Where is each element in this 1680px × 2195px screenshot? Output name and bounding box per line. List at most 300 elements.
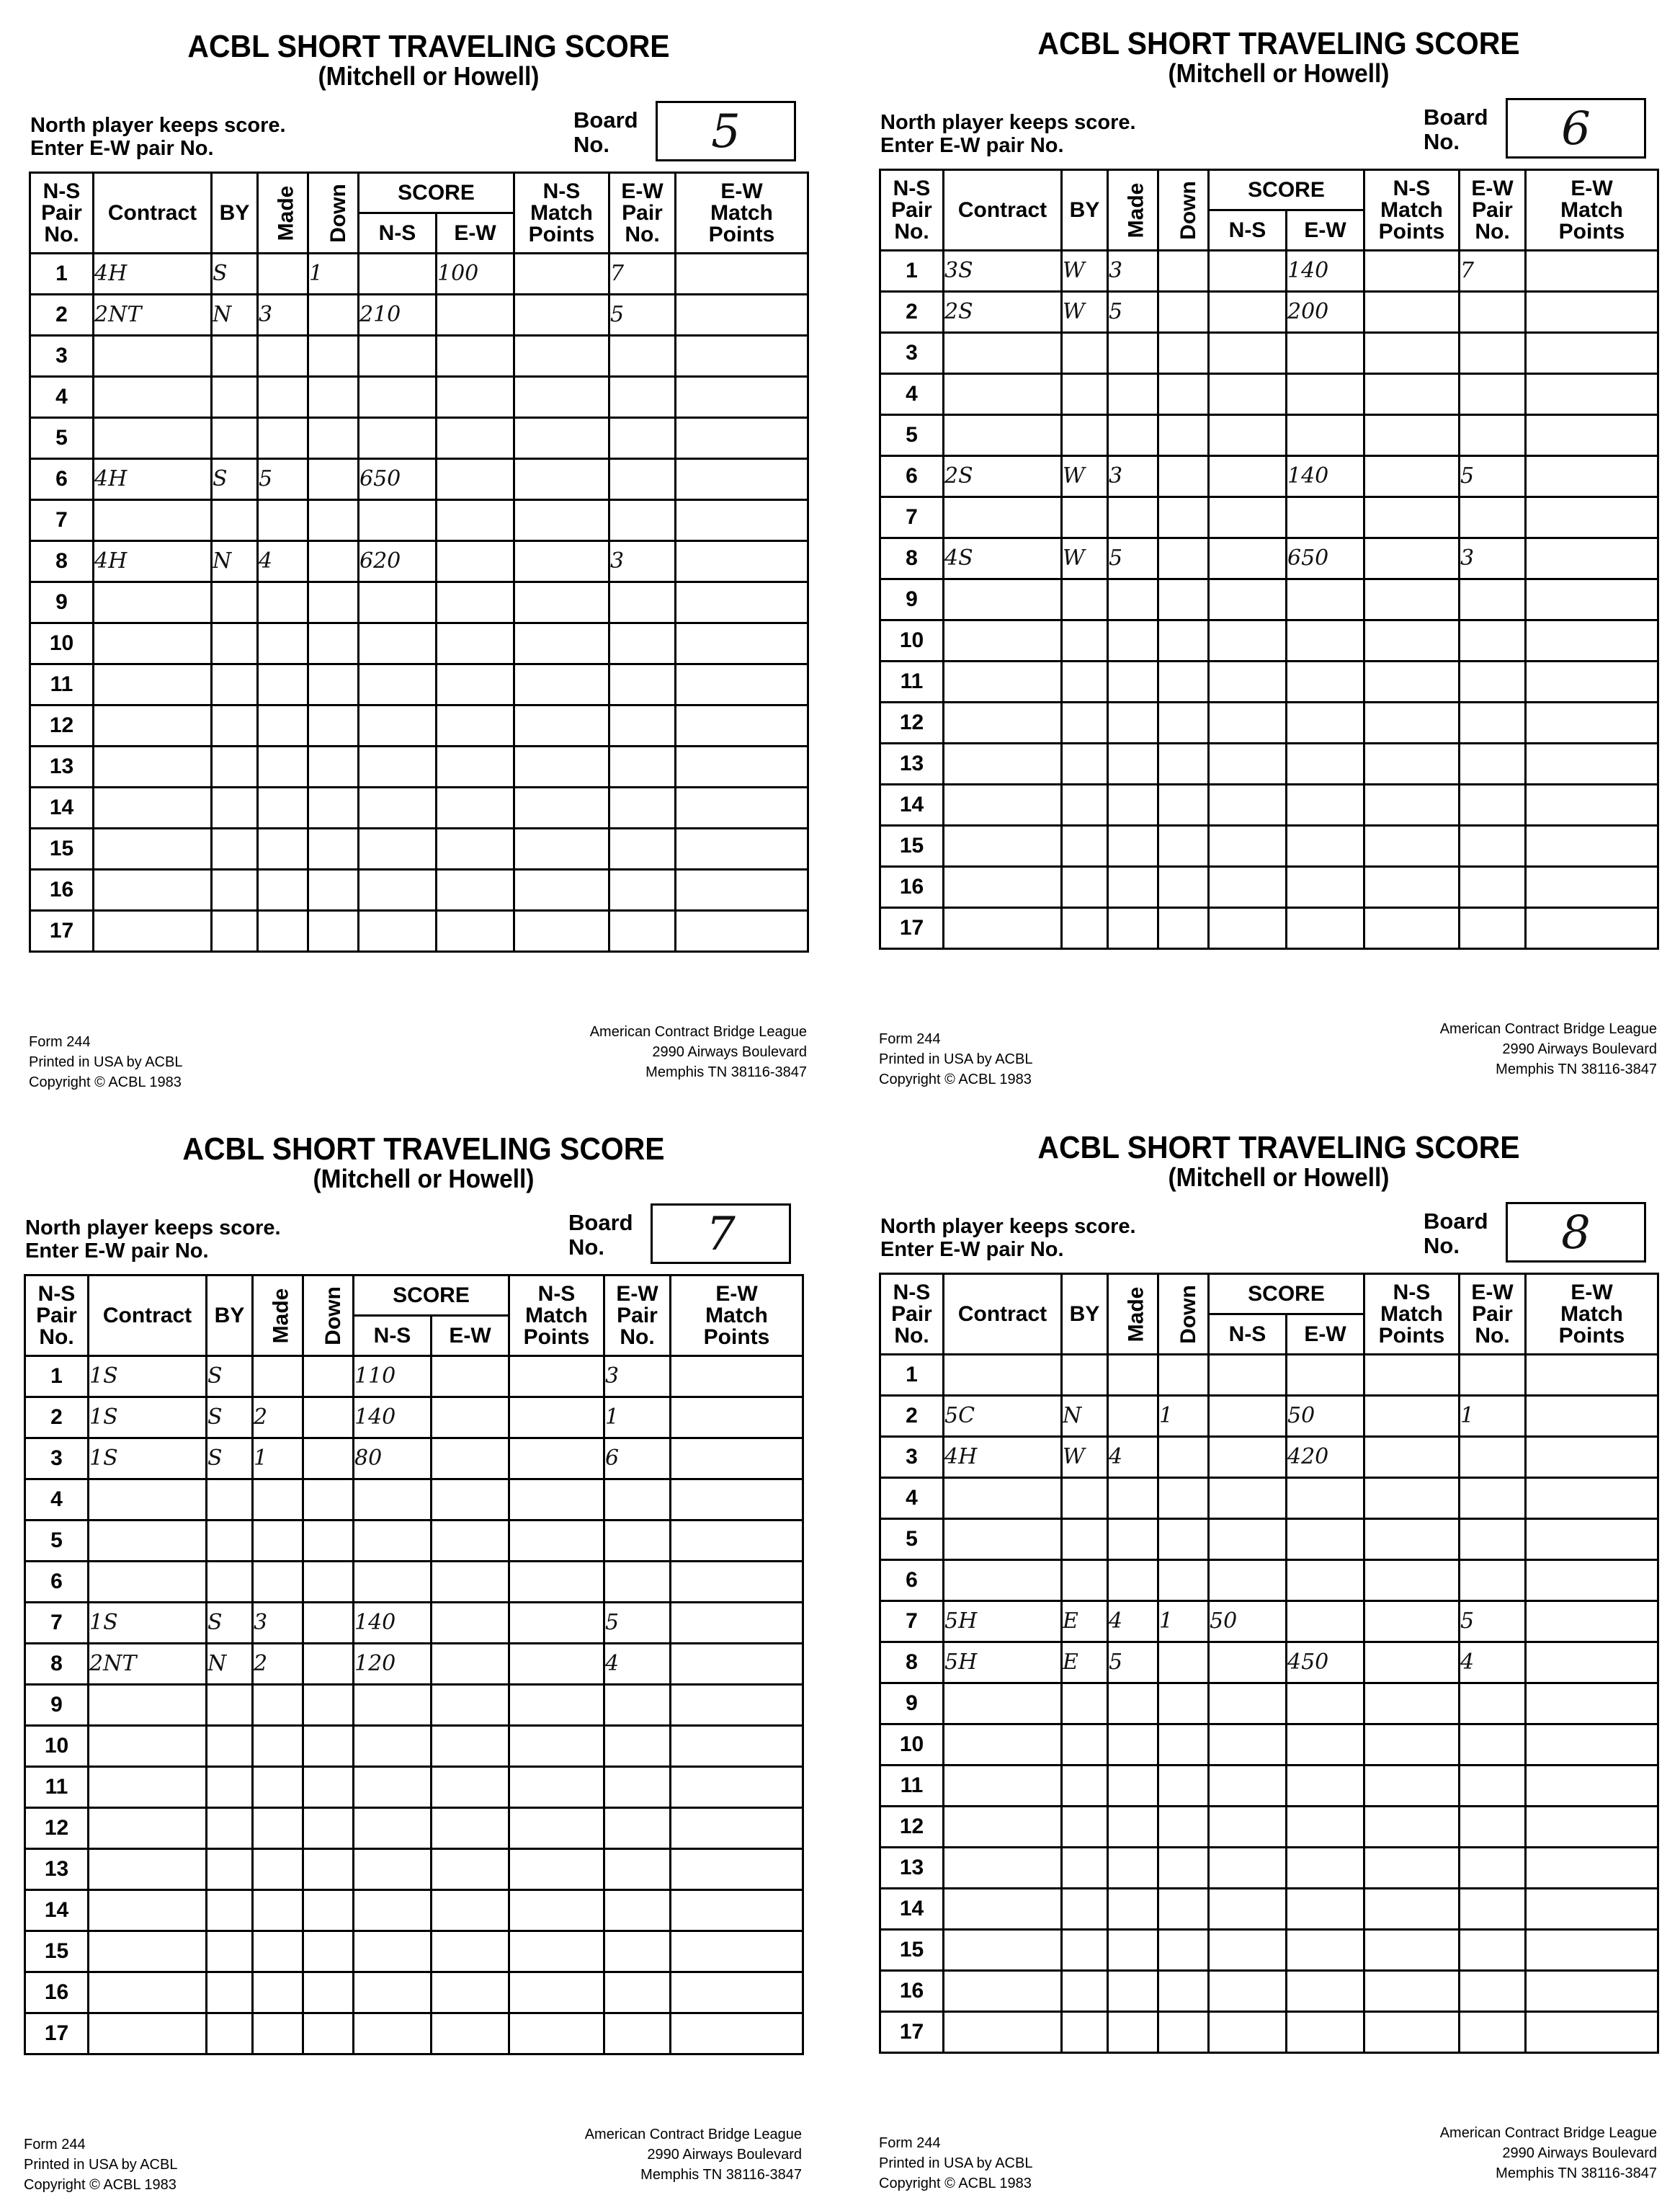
ew-pair-cell[interactable] bbox=[609, 500, 676, 541]
made-cell[interactable] bbox=[253, 1726, 303, 1767]
by-cell[interactable]: W bbox=[1062, 538, 1108, 579]
contract-cell[interactable] bbox=[944, 374, 1062, 415]
ew-match-points-cell[interactable] bbox=[676, 418, 808, 459]
ew-score-cell[interactable] bbox=[1287, 1807, 1364, 1848]
ew-match-points-cell[interactable] bbox=[1526, 867, 1658, 908]
ew-score-cell[interactable] bbox=[437, 829, 514, 870]
made-cell[interactable] bbox=[253, 1849, 303, 1890]
by-cell[interactable] bbox=[1062, 2012, 1108, 2053]
made-cell[interactable] bbox=[253, 1808, 303, 1849]
ew-pair-cell[interactable] bbox=[1460, 2012, 1526, 2053]
ns-match-points-cell[interactable] bbox=[509, 2013, 604, 2054]
by-cell[interactable] bbox=[212, 788, 258, 829]
contract-cell[interactable] bbox=[89, 1562, 207, 1603]
made-cell[interactable] bbox=[1108, 785, 1158, 826]
ew-pair-cell[interactable] bbox=[1460, 1724, 1526, 1766]
by-cell[interactable] bbox=[1062, 826, 1108, 867]
ew-score-cell[interactable] bbox=[432, 1356, 509, 1397]
ew-match-points-cell[interactable] bbox=[671, 1726, 803, 1767]
ew-score-cell[interactable] bbox=[432, 1644, 509, 1685]
ns-match-points-cell[interactable] bbox=[1364, 1807, 1460, 1848]
down-cell[interactable] bbox=[1158, 662, 1209, 703]
ns-score-cell[interactable]: 120 bbox=[354, 1644, 432, 1685]
ew-score-cell[interactable] bbox=[437, 336, 514, 377]
made-cell[interactable]: 1 bbox=[253, 1438, 303, 1479]
contract-cell[interactable]: 5H bbox=[944, 1642, 1062, 1683]
ew-match-points-cell[interactable] bbox=[1526, 1478, 1658, 1519]
ew-match-points-cell[interactable] bbox=[676, 336, 808, 377]
ew-score-cell[interactable] bbox=[437, 664, 514, 705]
ew-pair-cell[interactable] bbox=[1460, 497, 1526, 538]
ew-score-cell[interactable]: 140 bbox=[1287, 251, 1364, 292]
down-cell[interactable] bbox=[1158, 251, 1209, 292]
ew-match-points-cell[interactable] bbox=[1526, 1766, 1658, 1807]
made-cell[interactable] bbox=[253, 1562, 303, 1603]
ns-score-cell[interactable] bbox=[354, 1767, 432, 1808]
ew-score-cell[interactable] bbox=[1287, 867, 1364, 908]
ew-match-points-cell[interactable] bbox=[676, 377, 808, 418]
contract-cell[interactable] bbox=[944, 1683, 1062, 1724]
by-cell[interactable] bbox=[1062, 333, 1108, 374]
ns-match-points-cell[interactable] bbox=[1364, 744, 1460, 785]
made-cell[interactable]: 4 bbox=[258, 541, 308, 582]
by-cell[interactable]: S bbox=[212, 459, 258, 500]
made-cell[interactable]: 3 bbox=[1108, 251, 1158, 292]
ns-score-cell[interactable] bbox=[1209, 1971, 1287, 2012]
down-cell[interactable] bbox=[308, 418, 359, 459]
ew-score-cell[interactable] bbox=[432, 1521, 509, 1562]
ew-score-cell[interactable] bbox=[1287, 703, 1364, 744]
down-cell[interactable] bbox=[1158, 620, 1209, 662]
ns-score-cell[interactable] bbox=[359, 377, 437, 418]
ew-pair-cell[interactable] bbox=[1460, 703, 1526, 744]
down-cell[interactable] bbox=[1158, 1971, 1209, 2012]
ew-score-cell[interactable] bbox=[432, 1808, 509, 1849]
by-cell[interactable]: W bbox=[1062, 251, 1108, 292]
made-cell[interactable] bbox=[1108, 826, 1158, 867]
ew-pair-cell[interactable] bbox=[1460, 1889, 1526, 1930]
ns-score-cell[interactable]: 140 bbox=[354, 1603, 432, 1644]
ns-match-points-cell[interactable] bbox=[509, 1972, 604, 2013]
contract-cell[interactable] bbox=[94, 664, 212, 705]
by-cell[interactable] bbox=[207, 1808, 253, 1849]
ew-pair-cell[interactable] bbox=[609, 829, 676, 870]
made-cell[interactable] bbox=[1108, 662, 1158, 703]
made-cell[interactable] bbox=[253, 1685, 303, 1726]
ns-score-cell[interactable] bbox=[359, 747, 437, 788]
ew-score-cell[interactable] bbox=[1287, 908, 1364, 949]
contract-cell[interactable]: 3S bbox=[944, 251, 1062, 292]
ns-match-points-cell[interactable] bbox=[1364, 785, 1460, 826]
ew-score-cell[interactable] bbox=[437, 459, 514, 500]
ns-score-cell[interactable] bbox=[354, 1890, 432, 1931]
ew-match-points-cell[interactable] bbox=[1526, 1560, 1658, 1601]
ew-pair-cell[interactable] bbox=[1460, 579, 1526, 620]
ns-score-cell[interactable]: 140 bbox=[354, 1397, 432, 1438]
ns-match-points-cell[interactable] bbox=[514, 377, 609, 418]
ns-match-points-cell[interactable] bbox=[1364, 497, 1460, 538]
contract-cell[interactable]: 1S bbox=[89, 1397, 207, 1438]
ew-score-cell[interactable] bbox=[437, 377, 514, 418]
ns-score-cell[interactable] bbox=[354, 1562, 432, 1603]
contract-cell[interactable]: 2NT bbox=[94, 295, 212, 336]
ew-score-cell[interactable] bbox=[1287, 579, 1364, 620]
ns-match-points-cell[interactable] bbox=[1364, 1355, 1460, 1396]
ew-match-points-cell[interactable] bbox=[671, 1849, 803, 1890]
ew-score-cell[interactable] bbox=[437, 705, 514, 747]
ew-pair-cell[interactable] bbox=[604, 1685, 671, 1726]
ns-match-points-cell[interactable] bbox=[1364, 292, 1460, 333]
contract-cell[interactable] bbox=[89, 1808, 207, 1849]
down-cell[interactable] bbox=[1158, 1889, 1209, 1930]
ew-pair-cell[interactable]: 6 bbox=[604, 1438, 671, 1479]
contract-cell[interactable] bbox=[94, 623, 212, 664]
ns-score-cell[interactable] bbox=[354, 1972, 432, 2013]
ns-match-points-cell[interactable] bbox=[509, 1603, 604, 1644]
contract-cell[interactable] bbox=[944, 867, 1062, 908]
ew-pair-cell[interactable] bbox=[609, 911, 676, 952]
by-cell[interactable] bbox=[207, 1890, 253, 1931]
ew-pair-cell[interactable] bbox=[1460, 1848, 1526, 1889]
ns-match-points-cell[interactable] bbox=[509, 1562, 604, 1603]
down-cell[interactable] bbox=[308, 295, 359, 336]
by-cell[interactable] bbox=[1062, 1889, 1108, 1930]
ew-pair-cell[interactable] bbox=[1460, 1519, 1526, 1560]
contract-cell[interactable] bbox=[944, 1355, 1062, 1396]
contract-cell[interactable] bbox=[89, 2013, 207, 2054]
ew-match-points-cell[interactable] bbox=[1526, 456, 1658, 497]
ew-match-points-cell[interactable] bbox=[671, 1808, 803, 1849]
contract-cell[interactable] bbox=[944, 579, 1062, 620]
ns-score-cell[interactable]: 650 bbox=[359, 459, 437, 500]
ns-match-points-cell[interactable] bbox=[514, 911, 609, 952]
ew-match-points-cell[interactable] bbox=[1526, 703, 1658, 744]
ns-score-cell[interactable] bbox=[1209, 2012, 1287, 2053]
contract-cell[interactable]: 2S bbox=[944, 292, 1062, 333]
down-cell[interactable] bbox=[1158, 1807, 1209, 1848]
ew-pair-cell[interactable]: 5 bbox=[604, 1603, 671, 1644]
made-cell[interactable]: 5 bbox=[258, 459, 308, 500]
ns-match-points-cell[interactable] bbox=[1364, 662, 1460, 703]
down-cell[interactable] bbox=[308, 829, 359, 870]
down-cell[interactable] bbox=[1158, 785, 1209, 826]
down-cell[interactable]: 1 bbox=[1158, 1601, 1209, 1642]
made-cell[interactable]: 4 bbox=[1108, 1437, 1158, 1478]
ew-score-cell[interactable] bbox=[1287, 497, 1364, 538]
ew-match-points-cell[interactable] bbox=[671, 2013, 803, 2054]
ew-match-points-cell[interactable] bbox=[1526, 292, 1658, 333]
ew-score-cell[interactable] bbox=[437, 582, 514, 623]
by-cell[interactable] bbox=[207, 1931, 253, 1972]
by-cell[interactable] bbox=[1062, 1807, 1108, 1848]
ew-pair-cell[interactable] bbox=[1460, 1971, 1526, 2012]
by-cell[interactable]: N bbox=[1062, 1396, 1108, 1437]
by-cell[interactable]: S bbox=[207, 1438, 253, 1479]
ns-score-cell[interactable]: 210 bbox=[359, 295, 437, 336]
ew-score-cell[interactable]: 650 bbox=[1287, 538, 1364, 579]
ns-score-cell[interactable] bbox=[1209, 579, 1287, 620]
contract-cell[interactable] bbox=[89, 1479, 207, 1521]
ew-match-points-cell[interactable] bbox=[671, 1521, 803, 1562]
made-cell[interactable] bbox=[1108, 1478, 1158, 1519]
ew-match-points-cell[interactable] bbox=[671, 1890, 803, 1931]
ew-score-cell[interactable] bbox=[432, 1972, 509, 2013]
by-cell[interactable] bbox=[1062, 1766, 1108, 1807]
ew-score-cell[interactable]: 200 bbox=[1287, 292, 1364, 333]
ns-match-points-cell[interactable] bbox=[514, 541, 609, 582]
ns-match-points-cell[interactable] bbox=[514, 500, 609, 541]
ew-match-points-cell[interactable] bbox=[1526, 1437, 1658, 1478]
down-cell[interactable] bbox=[1158, 374, 1209, 415]
contract-cell[interactable]: 2S bbox=[944, 456, 1062, 497]
ew-match-points-cell[interactable] bbox=[1526, 1971, 1658, 2012]
by-cell[interactable] bbox=[1062, 1478, 1108, 1519]
ew-score-cell[interactable]: 50 bbox=[1287, 1396, 1364, 1437]
made-cell[interactable] bbox=[1108, 1396, 1158, 1437]
contract-cell[interactable] bbox=[944, 333, 1062, 374]
ns-score-cell[interactable]: 110 bbox=[354, 1356, 432, 1397]
ew-match-points-cell[interactable] bbox=[676, 870, 808, 911]
ew-score-cell[interactable] bbox=[1287, 1848, 1364, 1889]
ns-score-cell[interactable] bbox=[1209, 867, 1287, 908]
ew-match-points-cell[interactable] bbox=[1526, 826, 1658, 867]
contract-cell[interactable] bbox=[944, 785, 1062, 826]
ns-match-points-cell[interactable] bbox=[509, 1397, 604, 1438]
ew-score-cell[interactable]: 420 bbox=[1287, 1437, 1364, 1478]
contract-cell[interactable] bbox=[944, 1766, 1062, 1807]
down-cell[interactable] bbox=[1158, 497, 1209, 538]
ew-pair-cell[interactable] bbox=[1460, 1807, 1526, 1848]
contract-cell[interactable] bbox=[89, 1931, 207, 1972]
ew-match-points-cell[interactable] bbox=[1526, 333, 1658, 374]
ew-match-points-cell[interactable] bbox=[676, 829, 808, 870]
by-cell[interactable]: S bbox=[212, 254, 258, 295]
ew-match-points-cell[interactable] bbox=[671, 1479, 803, 1521]
ew-match-points-cell[interactable] bbox=[671, 1603, 803, 1644]
by-cell[interactable] bbox=[1062, 1683, 1108, 1724]
ns-match-points-cell[interactable] bbox=[509, 1479, 604, 1521]
ew-pair-cell[interactable] bbox=[604, 1931, 671, 1972]
by-cell[interactable] bbox=[1062, 1355, 1108, 1396]
ns-score-cell[interactable] bbox=[359, 254, 437, 295]
ns-score-cell[interactable] bbox=[1209, 497, 1287, 538]
ew-match-points-cell[interactable] bbox=[671, 1438, 803, 1479]
ns-score-cell[interactable] bbox=[354, 1685, 432, 1726]
ew-score-cell[interactable] bbox=[1287, 1601, 1364, 1642]
ns-score-cell[interactable] bbox=[354, 1521, 432, 1562]
ew-score-cell[interactable] bbox=[437, 541, 514, 582]
contract-cell[interactable] bbox=[944, 1478, 1062, 1519]
ew-pair-cell[interactable] bbox=[609, 747, 676, 788]
by-cell[interactable]: S bbox=[207, 1603, 253, 1644]
contract-cell[interactable] bbox=[94, 582, 212, 623]
by-cell[interactable] bbox=[1062, 785, 1108, 826]
down-cell[interactable] bbox=[303, 1479, 354, 1521]
ew-score-cell[interactable] bbox=[432, 1931, 509, 1972]
ns-match-points-cell[interactable] bbox=[514, 870, 609, 911]
ew-score-cell[interactable] bbox=[437, 911, 514, 952]
ns-match-points-cell[interactable] bbox=[1364, 1437, 1460, 1478]
down-cell[interactable]: 1 bbox=[1158, 1396, 1209, 1437]
made-cell[interactable]: 2 bbox=[253, 1644, 303, 1685]
contract-cell[interactable] bbox=[944, 620, 1062, 662]
contract-cell[interactable] bbox=[89, 1685, 207, 1726]
ns-score-cell[interactable] bbox=[354, 1726, 432, 1767]
ns-score-cell[interactable] bbox=[359, 582, 437, 623]
board-number-box[interactable] bbox=[651, 1203, 791, 1264]
ew-pair-cell[interactable] bbox=[609, 377, 676, 418]
down-cell[interactable] bbox=[303, 1562, 354, 1603]
ns-match-points-cell[interactable] bbox=[514, 582, 609, 623]
ns-match-points-cell[interactable] bbox=[1364, 1478, 1460, 1519]
made-cell[interactable] bbox=[1108, 497, 1158, 538]
by-cell[interactable] bbox=[207, 1767, 253, 1808]
contract-cell[interactable] bbox=[94, 788, 212, 829]
by-cell[interactable] bbox=[207, 1849, 253, 1890]
ew-pair-cell[interactable] bbox=[1460, 744, 1526, 785]
ew-score-cell[interactable] bbox=[1287, 1724, 1364, 1766]
made-cell[interactable] bbox=[1108, 415, 1158, 456]
down-cell[interactable] bbox=[1158, 1766, 1209, 1807]
board-number-box[interactable] bbox=[1506, 1202, 1646, 1263]
made-cell[interactable] bbox=[258, 336, 308, 377]
ew-pair-cell[interactable] bbox=[604, 1521, 671, 1562]
ew-pair-cell[interactable] bbox=[609, 870, 676, 911]
down-cell[interactable] bbox=[1158, 908, 1209, 949]
ns-match-points-cell[interactable] bbox=[1364, 703, 1460, 744]
contract-cell[interactable] bbox=[944, 1807, 1062, 1848]
by-cell[interactable] bbox=[207, 1685, 253, 1726]
down-cell[interactable] bbox=[303, 1397, 354, 1438]
ew-pair-cell[interactable] bbox=[1460, 292, 1526, 333]
ns-score-cell[interactable] bbox=[1209, 785, 1287, 826]
ns-match-points-cell[interactable] bbox=[509, 1644, 604, 1685]
ns-score-cell[interactable] bbox=[1209, 1437, 1287, 1478]
by-cell[interactable] bbox=[1062, 908, 1108, 949]
ew-score-cell[interactable] bbox=[432, 2013, 509, 2054]
made-cell[interactable]: 5 bbox=[1108, 538, 1158, 579]
down-cell[interactable] bbox=[303, 1890, 354, 1931]
down-cell[interactable] bbox=[1158, 292, 1209, 333]
ew-score-cell[interactable] bbox=[432, 1603, 509, 1644]
ew-pair-cell[interactable]: 7 bbox=[1460, 251, 1526, 292]
contract-cell[interactable] bbox=[94, 418, 212, 459]
ew-pair-cell[interactable] bbox=[609, 705, 676, 747]
by-cell[interactable] bbox=[1062, 1971, 1108, 2012]
ew-score-cell[interactable] bbox=[432, 1849, 509, 1890]
ew-score-cell[interactable] bbox=[432, 1685, 509, 1726]
ew-match-points-cell[interactable] bbox=[1526, 251, 1658, 292]
down-cell[interactable] bbox=[303, 1438, 354, 1479]
made-cell[interactable] bbox=[1108, 1683, 1158, 1724]
by-cell[interactable] bbox=[1062, 662, 1108, 703]
by-cell[interactable] bbox=[212, 623, 258, 664]
made-cell[interactable] bbox=[1108, 620, 1158, 662]
ew-score-cell[interactable] bbox=[1287, 1519, 1364, 1560]
by-cell[interactable] bbox=[1062, 703, 1108, 744]
ew-match-points-cell[interactable] bbox=[1526, 1848, 1658, 1889]
contract-cell[interactable] bbox=[944, 1889, 1062, 1930]
contract-cell[interactable]: 5H bbox=[944, 1601, 1062, 1642]
ew-score-cell[interactable] bbox=[437, 870, 514, 911]
ew-score-cell[interactable] bbox=[1287, 785, 1364, 826]
contract-cell[interactable] bbox=[944, 1519, 1062, 1560]
ns-match-points-cell[interactable] bbox=[514, 664, 609, 705]
made-cell[interactable] bbox=[1108, 908, 1158, 949]
contract-cell[interactable] bbox=[94, 911, 212, 952]
ew-match-points-cell[interactable] bbox=[1526, 497, 1658, 538]
ew-pair-cell[interactable] bbox=[1460, 1930, 1526, 1971]
made-cell[interactable]: 3 bbox=[253, 1603, 303, 1644]
made-cell[interactable] bbox=[253, 1931, 303, 1972]
ew-match-points-cell[interactable] bbox=[676, 664, 808, 705]
ew-match-points-cell[interactable] bbox=[676, 623, 808, 664]
ew-match-points-cell[interactable] bbox=[676, 254, 808, 295]
ew-pair-cell[interactable] bbox=[609, 664, 676, 705]
contract-cell[interactable] bbox=[944, 1724, 1062, 1766]
down-cell[interactable] bbox=[1158, 703, 1209, 744]
by-cell[interactable] bbox=[207, 1726, 253, 1767]
ew-match-points-cell[interactable] bbox=[1526, 662, 1658, 703]
ew-pair-cell[interactable] bbox=[1460, 1683, 1526, 1724]
made-cell[interactable] bbox=[258, 870, 308, 911]
contract-cell[interactable]: 2NT bbox=[89, 1644, 207, 1685]
made-cell[interactable] bbox=[1108, 703, 1158, 744]
contract-cell[interactable] bbox=[944, 744, 1062, 785]
ns-score-cell[interactable] bbox=[1209, 374, 1287, 415]
ns-score-cell[interactable] bbox=[354, 1931, 432, 1972]
made-cell[interactable] bbox=[1108, 374, 1158, 415]
ns-score-cell[interactable] bbox=[1209, 415, 1287, 456]
ew-score-cell[interactable] bbox=[1287, 1478, 1364, 1519]
ew-match-points-cell[interactable] bbox=[671, 1685, 803, 1726]
made-cell[interactable] bbox=[1108, 1889, 1158, 1930]
ns-score-cell[interactable]: 80 bbox=[354, 1438, 432, 1479]
ew-match-points-cell[interactable] bbox=[676, 705, 808, 747]
made-cell[interactable] bbox=[1108, 1519, 1158, 1560]
ew-pair-cell[interactable] bbox=[1460, 785, 1526, 826]
contract-cell[interactable] bbox=[89, 1521, 207, 1562]
ew-pair-cell[interactable] bbox=[609, 582, 676, 623]
by-cell[interactable]: W bbox=[1062, 456, 1108, 497]
made-cell[interactable] bbox=[1108, 1560, 1158, 1601]
by-cell[interactable] bbox=[1062, 744, 1108, 785]
ns-match-points-cell[interactable] bbox=[1364, 374, 1460, 415]
ns-match-points-cell[interactable] bbox=[514, 418, 609, 459]
made-cell[interactable] bbox=[258, 377, 308, 418]
ns-match-points-cell[interactable] bbox=[509, 1521, 604, 1562]
ns-score-cell[interactable] bbox=[1209, 251, 1287, 292]
by-cell[interactable] bbox=[212, 829, 258, 870]
ns-match-points-cell[interactable] bbox=[1364, 2012, 1460, 2053]
contract-cell[interactable]: 4H bbox=[944, 1437, 1062, 1478]
down-cell[interactable] bbox=[303, 1972, 354, 2013]
ew-score-cell[interactable] bbox=[1287, 620, 1364, 662]
ew-match-points-cell[interactable] bbox=[671, 1562, 803, 1603]
ew-match-points-cell[interactable] bbox=[671, 1397, 803, 1438]
down-cell[interactable] bbox=[1158, 1355, 1209, 1396]
down-cell[interactable] bbox=[1158, 1478, 1209, 1519]
contract-cell[interactable] bbox=[944, 703, 1062, 744]
ew-score-cell[interactable] bbox=[437, 500, 514, 541]
down-cell[interactable] bbox=[1158, 333, 1209, 374]
ew-match-points-cell[interactable] bbox=[676, 459, 808, 500]
down-cell[interactable] bbox=[303, 2013, 354, 2054]
ew-score-cell[interactable] bbox=[437, 623, 514, 664]
ns-score-cell[interactable]: 50 bbox=[1209, 1601, 1287, 1642]
ns-score-cell[interactable] bbox=[1209, 826, 1287, 867]
ew-match-points-cell[interactable] bbox=[1526, 2012, 1658, 2053]
